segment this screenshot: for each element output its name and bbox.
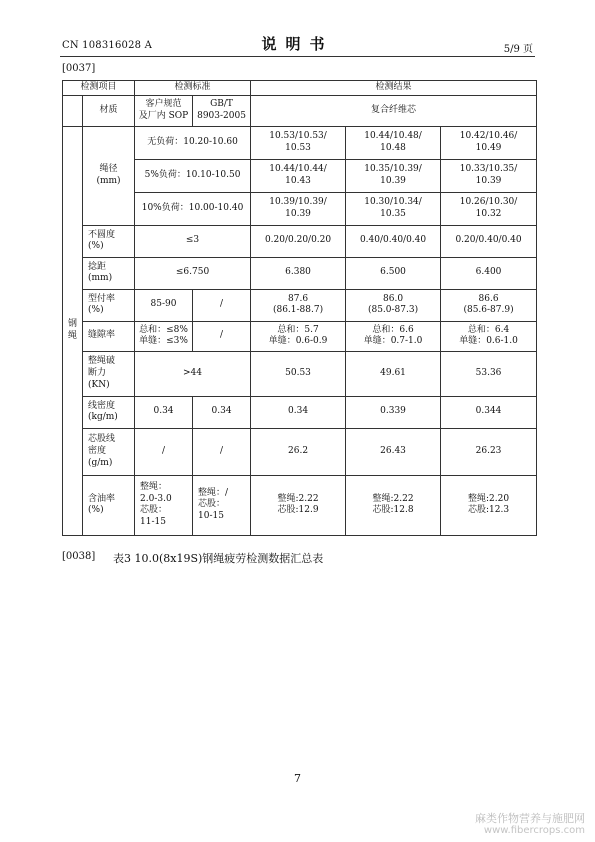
row-label-gap-rate: 缝隙率 — [83, 321, 135, 351]
table-row — [63, 428, 537, 475]
paragraph-number-0038: [0038] — [62, 551, 96, 562]
table-row — [63, 289, 537, 321]
result-cell: 整绳:2.22 芯股:12.9 — [251, 475, 346, 535]
table-row — [63, 257, 537, 289]
result-cell: 10.39/10.39/ 10.39 — [251, 192, 346, 225]
watermark-url: www.fibercrops.com — [483, 825, 585, 836]
table-row — [63, 321, 537, 351]
table-row — [63, 159, 537, 192]
result-cell: 0.40/0.40/0.40 — [346, 225, 441, 257]
standard-client-sop: 客户规范 及厂内 SOP — [135, 95, 193, 126]
row-label-rope-diameter: 绳径 (mm) — [83, 126, 135, 225]
standard-cell: / — [193, 428, 251, 475]
group-label-steel-rope: 钢 绳 — [63, 126, 83, 535]
watermark-site-name: 麻类作物营养与施肥网 — [475, 812, 585, 825]
result-cell: 10.35/10.39/ 10.39 — [346, 159, 441, 192]
standard-cell: 0.34 — [193, 396, 251, 428]
table-row — [63, 225, 537, 257]
result-cell: 26.43 — [346, 428, 441, 475]
result-cell: 总和：6.4 单缝：0.6-1.0 — [441, 321, 537, 351]
header-cell-standard: 检测标准 — [135, 81, 251, 96]
standard-cell: 0.34 — [135, 396, 193, 428]
diameter-condition: 无负荷：10.20-10.60 — [135, 126, 251, 159]
table-header-row — [63, 81, 537, 96]
row-label-roundness: 不圆度 (%) — [83, 225, 135, 257]
result-cell: 10.26/10.30/ 10.32 — [441, 192, 537, 225]
row-label-breaking-force: 整绳破 断力 (KN) — [83, 351, 135, 396]
result-cell: 0.20/0.40/0.40 — [441, 225, 537, 257]
material-value: 复合纤维芯 — [251, 95, 537, 126]
result-cell: 0.344 — [441, 396, 537, 428]
result-cell: 53.36 — [441, 351, 537, 396]
result-cell: 26.23 — [441, 428, 537, 475]
inspection-table — [62, 80, 537, 536]
standard-cell: ≤3 — [135, 225, 251, 257]
standard-cell: / — [135, 428, 193, 475]
result-cell: 49.61 — [346, 351, 441, 396]
result-cell: 6.380 — [251, 257, 346, 289]
result-cell: 10.33/10.35/ 10.39 — [441, 159, 537, 192]
table-row — [63, 475, 537, 535]
row-label-linear-density: 线密度 (kg/m) — [83, 396, 135, 428]
standard-cell: 整绳：/ 芯股： 10-15 — [193, 475, 251, 535]
result-cell: 10.42/10.46/ 10.49 — [441, 126, 537, 159]
row-label-preform-rate: 型付率 (%) — [83, 289, 135, 321]
standard-gbt: GB/T 8903-2005 — [193, 95, 251, 126]
result-cell: 总和：6.6 单缝：0.7-1.0 — [346, 321, 441, 351]
result-cell: 86.6 (85.6-87.9) — [441, 289, 537, 321]
row-label-oil-content: 含油率 (%) — [83, 475, 135, 535]
header-cell-result: 检测结果 — [251, 81, 537, 96]
result-cell: 0.339 — [346, 396, 441, 428]
standard-cell: 85-90 — [135, 289, 193, 321]
result-cell: 10.44/10.44/ 10.43 — [251, 159, 346, 192]
result-cell: 0.20/0.20/0.20 — [251, 225, 346, 257]
table-row — [63, 126, 537, 159]
result-cell: 26.2 — [251, 428, 346, 475]
page-title: 说明书 — [261, 35, 334, 53]
result-cell: 87.6 (86.1-88.7) — [251, 289, 346, 321]
page-number: 7 — [294, 772, 301, 785]
result-cell: 50.53 — [251, 351, 346, 396]
header-cell-item: 检测项目 — [63, 81, 135, 96]
diameter-condition: 10%负荷：10.00-10.40 — [135, 192, 251, 225]
diameter-condition: 5%负荷：10.10-10.50 — [135, 159, 251, 192]
row-label-material: 材质 — [83, 95, 135, 126]
header-divider — [60, 56, 535, 57]
standard-cell: 总和：≤8% 单缝：≤3% — [135, 321, 193, 351]
standard-cell: >44 — [135, 351, 251, 396]
result-cell: 10.30/10.34/ 10.35 — [346, 192, 441, 225]
blank-cell — [63, 95, 83, 126]
row-label-lay-length: 捻距 (mm) — [83, 257, 135, 289]
result-cell: 整绳:2.22 芯股:12.8 — [346, 475, 441, 535]
patent-number: CN 108316028 A — [62, 40, 153, 51]
result-cell: 10.44/10.48/ 10.48 — [346, 126, 441, 159]
result-cell: 6.500 — [346, 257, 441, 289]
paragraph-number-0037: [0037] — [62, 63, 96, 74]
standard-cell: ≤6.750 — [135, 257, 251, 289]
standard-cell: / — [193, 321, 251, 351]
table-row — [63, 351, 537, 396]
table-caption: 表3 10.0(8x19S)钢绳疲劳检测数据汇总表 — [113, 552, 324, 565]
table-row — [63, 192, 537, 225]
row-label-core-density: 芯股线 密度 (g/m) — [83, 428, 135, 475]
page-indicator: 5/9 页 — [503, 44, 533, 55]
result-cell: 86.0 (85.0-87.3) — [346, 289, 441, 321]
result-cell: 6.400 — [441, 257, 537, 289]
table-row — [63, 396, 537, 428]
result-cell: 总和：5.7 单缝：0.6-0.9 — [251, 321, 346, 351]
result-cell: 整绳:2.20 芯股:12.3 — [441, 475, 537, 535]
standard-cell: 整绳： 2.0-3.0 芯股： 11-15 — [135, 475, 193, 535]
result-cell: 0.34 — [251, 396, 346, 428]
table-row — [63, 95, 537, 126]
standard-cell: / — [193, 289, 251, 321]
result-cell: 10.53/10.53/ 10.53 — [251, 126, 346, 159]
